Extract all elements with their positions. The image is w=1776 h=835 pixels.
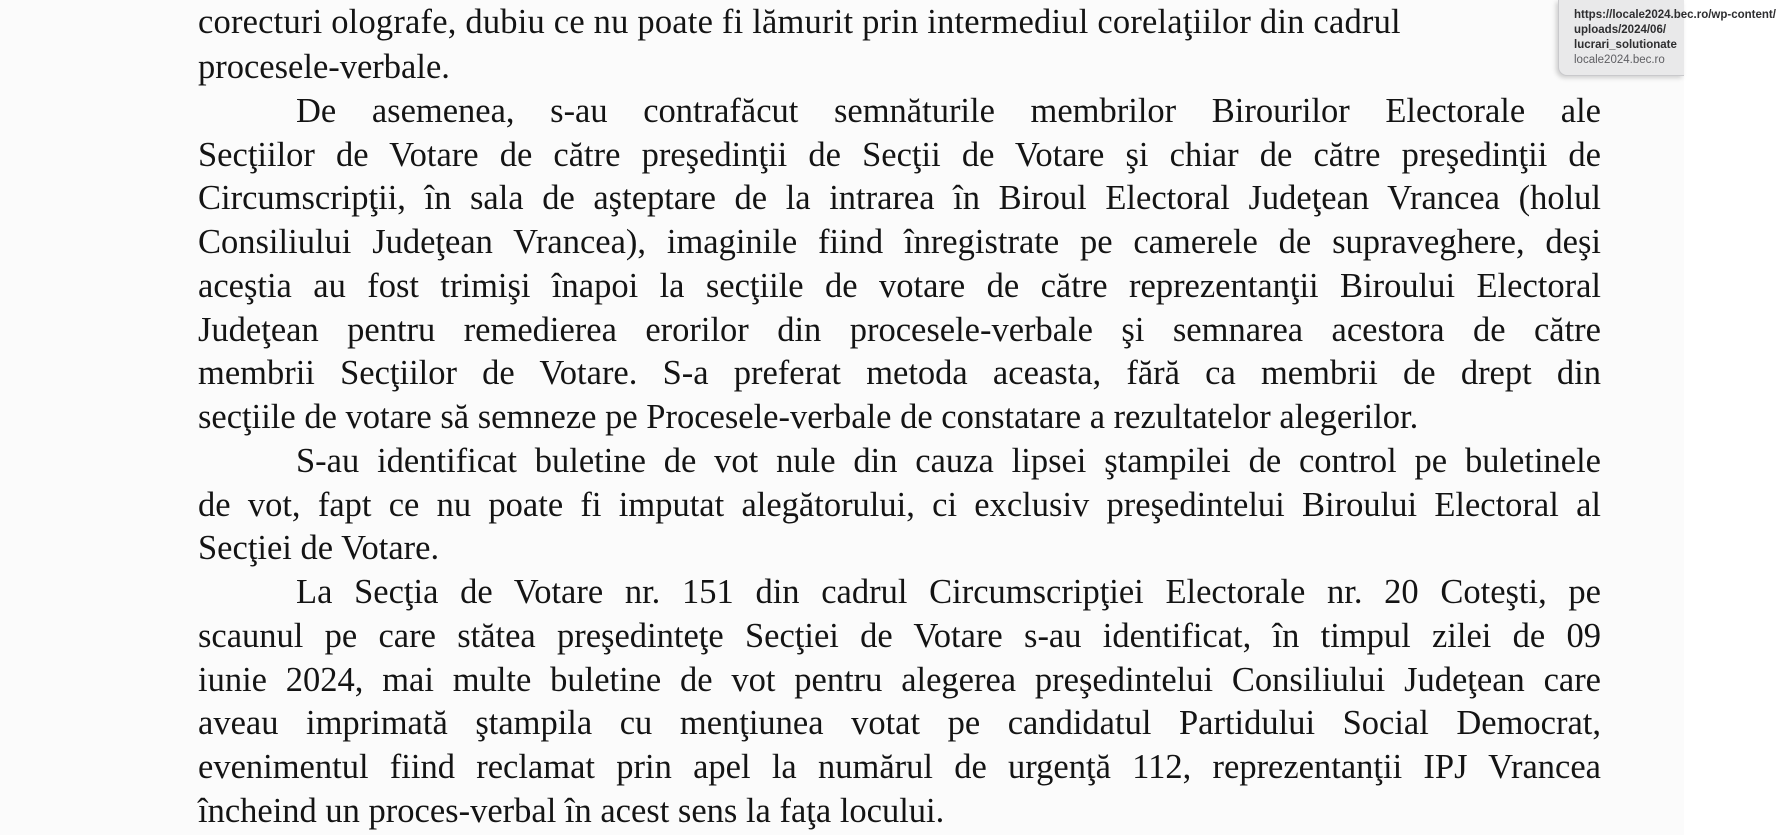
text-line-12: de vot, fapt ce nu poate fi imputat alegătorului, ci exclusiv preşedintelui Biroului Electoral al (198, 486, 1601, 524)
text-line-15: scaunul pe care stătea preşedinteţe Secţiei de Votare s-au identificat, în timpul zilei de 09 (198, 617, 1601, 655)
link-url-line-1: https://locale2024.bec.ro/wp-content/ (1574, 9, 1776, 21)
text-line-17: aveau imprimată ştampila cu menţiunea votat pe candidatul Partidului Social Democrat, (198, 704, 1601, 742)
text-line-5: Circumscripţii, în sala de aşteptare de la intrarea în Biroul Electoral Judeţean Vrancea (holul (198, 179, 1601, 217)
link-url-line-2: uploads/2024/06/ (1574, 24, 1667, 36)
link-url-line-3: lucrari_solutionate (1574, 39, 1677, 51)
link-preview-tooltip (1558, 0, 1776, 76)
text-line-16: iunie 2024, mai multe buletine de vot pentru alegerea preşedintelui Consiliului Judeţean care (198, 661, 1601, 699)
link-host: locale2024.bec.ro (1574, 54, 1665, 66)
text-line-4: Secţiilor de Votare de către preşedinţii de Secţii de Votare şi chiar de către preşedinţii de (198, 136, 1601, 174)
text-line-18: evenimentul fiind reclamat prin apel la numărul de urgenţă 112, reprezentanţii IPJ Vrancea (198, 748, 1601, 786)
text-line-2: procesele-verbale. (198, 48, 450, 86)
text-line-7: aceştia au fost trimişi înapoi la secţiile de votare de către reprezentanţii Biroului Electoral (198, 267, 1601, 305)
paragraph-start-null-ballots: S-au identificat buletine de vot nule din cauza lipsei ştampilei de control pe buletinele (296, 442, 1601, 480)
paragraph-start-section-151: La Secţia de Votare nr. 151 din cadrul Circumscripţiei Electorale nr. 20 Coteşti, pe (296, 573, 1601, 611)
text-line-6: Consiliului Judeţean Vrancea), imaginile fiind înregistrate pe camerele de supraveghere, deşi (198, 223, 1601, 261)
text-line-1: corecturi olografe, dubiu ce nu poate fi lămurit prin intermediul corelaţiilor din cadrul (198, 3, 1401, 41)
paragraph-start-signatures: De asemenea, s-au contrafăcut semnăturile membrilor Birourilor Electorale ale (296, 92, 1601, 130)
text-line-9: membrii Secţiilor de Votare. S-a preferat metoda aceasta, fără ca membrii de drept din (198, 354, 1601, 392)
text-line-10: secţiile de votare să semneze pe Procesele-verbale de constatare a rezultatelor alegerilor. (198, 398, 1419, 436)
text-line-19: încheind un proces-verbal în acest sens la faţa locului. (198, 792, 945, 830)
text-line-13: Secţiei de Votare. (198, 529, 440, 567)
text-line-8: Judeţean pentru remedierea erorilor din procesele-verbale şi semnarea acestora de către (198, 311, 1601, 349)
